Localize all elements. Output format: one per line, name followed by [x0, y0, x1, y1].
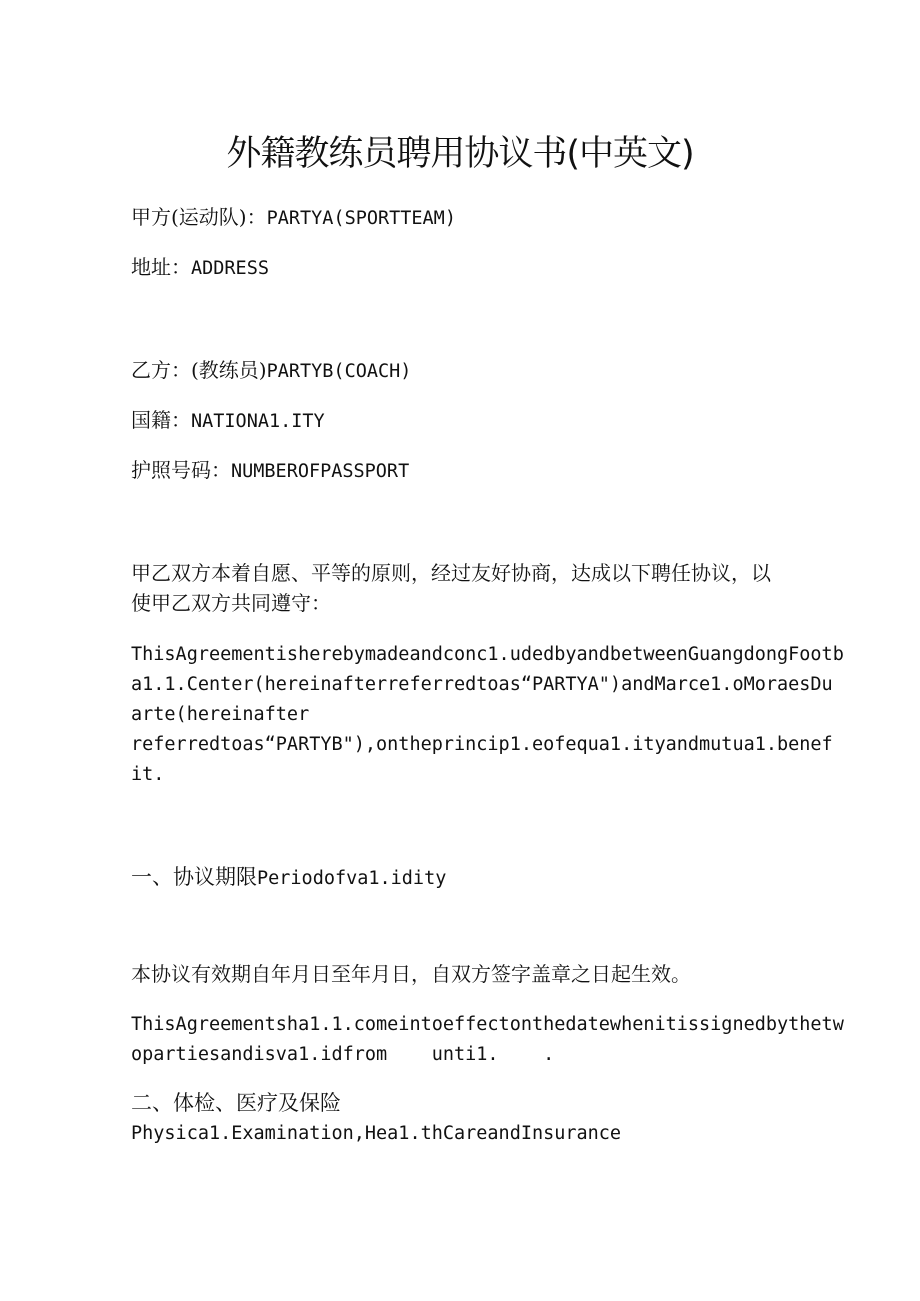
- intro-chinese-line: 使甲乙双方共同遵守：: [131, 591, 331, 615]
- section-1-body-english-line: opartiesandisva1.idfrom unti1. .: [131, 1044, 555, 1065]
- document-title: 外籍教练员聘用协议书(中英文): [226, 134, 694, 174]
- intro-chinese: [131, 558, 831, 618]
- section-1-body-chinese: 本协议有效期自年月日至年月日，自双方签字盖章之日起生效。: [131, 962, 691, 986]
- passport-line: [131, 456, 409, 486]
- nationality-label: 国籍：: [131, 408, 191, 432]
- nationality-value: NATIONA1.ITY: [191, 411, 325, 432]
- intro-english: [131, 640, 844, 790]
- section-1-body-english: [131, 1010, 844, 1070]
- section-1-heading-cn: 一、协议期限: [131, 865, 257, 889]
- party-b-line: [131, 356, 411, 386]
- party-b-value: PARTYB(COACH): [266, 361, 412, 382]
- intro-english-line: it.: [131, 764, 165, 785]
- intro-chinese-line: 甲乙双方本着自愿、平等的原则，经过友好协商，达成以下聘任协议，以: [131, 561, 771, 585]
- section-2-heading-cn: 二、体检、医疗及保险: [131, 1091, 341, 1115]
- section-1-body-english-line: ThisAgreementsha1.1.comeintoeffectonthedatewhenitissignedbythetw: [131, 1014, 844, 1035]
- intro-english-line: referredtoas“PARTYB"),ontheprincip1.eofequa1.ityandmutua1.benef: [131, 734, 833, 755]
- party-b-label: 乙方：(教练员): [131, 358, 267, 382]
- nationality-line: [131, 406, 325, 436]
- party-a-value: PARTYA(SPORTTEAM): [266, 208, 456, 229]
- address-line: [131, 253, 269, 283]
- party-a-label: 甲方(运动队)：: [131, 205, 267, 229]
- intro-english-line: a1.1.Center(hereinafterreferredtoas“PARTYA")andMarce1.oMoraesDu: [131, 674, 833, 695]
- party-a-line: [131, 203, 456, 233]
- section-1-heading: [131, 862, 446, 894]
- intro-english-line: arte(hereinafter: [131, 704, 310, 725]
- passport-label: 护照号码：: [131, 458, 231, 482]
- address-value: ADDRESS: [191, 258, 269, 279]
- section-2-heading-en: Physica1.Examination,Hea1.thCareandInsurance: [131, 1123, 622, 1144]
- address-label: 地址：: [131, 255, 191, 279]
- section-1-heading-en: Periodofva1.idity: [257, 868, 447, 889]
- intro-english-line: ThisAgreementisherebymadeandconc1.udedbyandbetweenGuangdongFootb: [131, 644, 844, 665]
- passport-value: NUMBEROFPASSPORT: [231, 461, 410, 482]
